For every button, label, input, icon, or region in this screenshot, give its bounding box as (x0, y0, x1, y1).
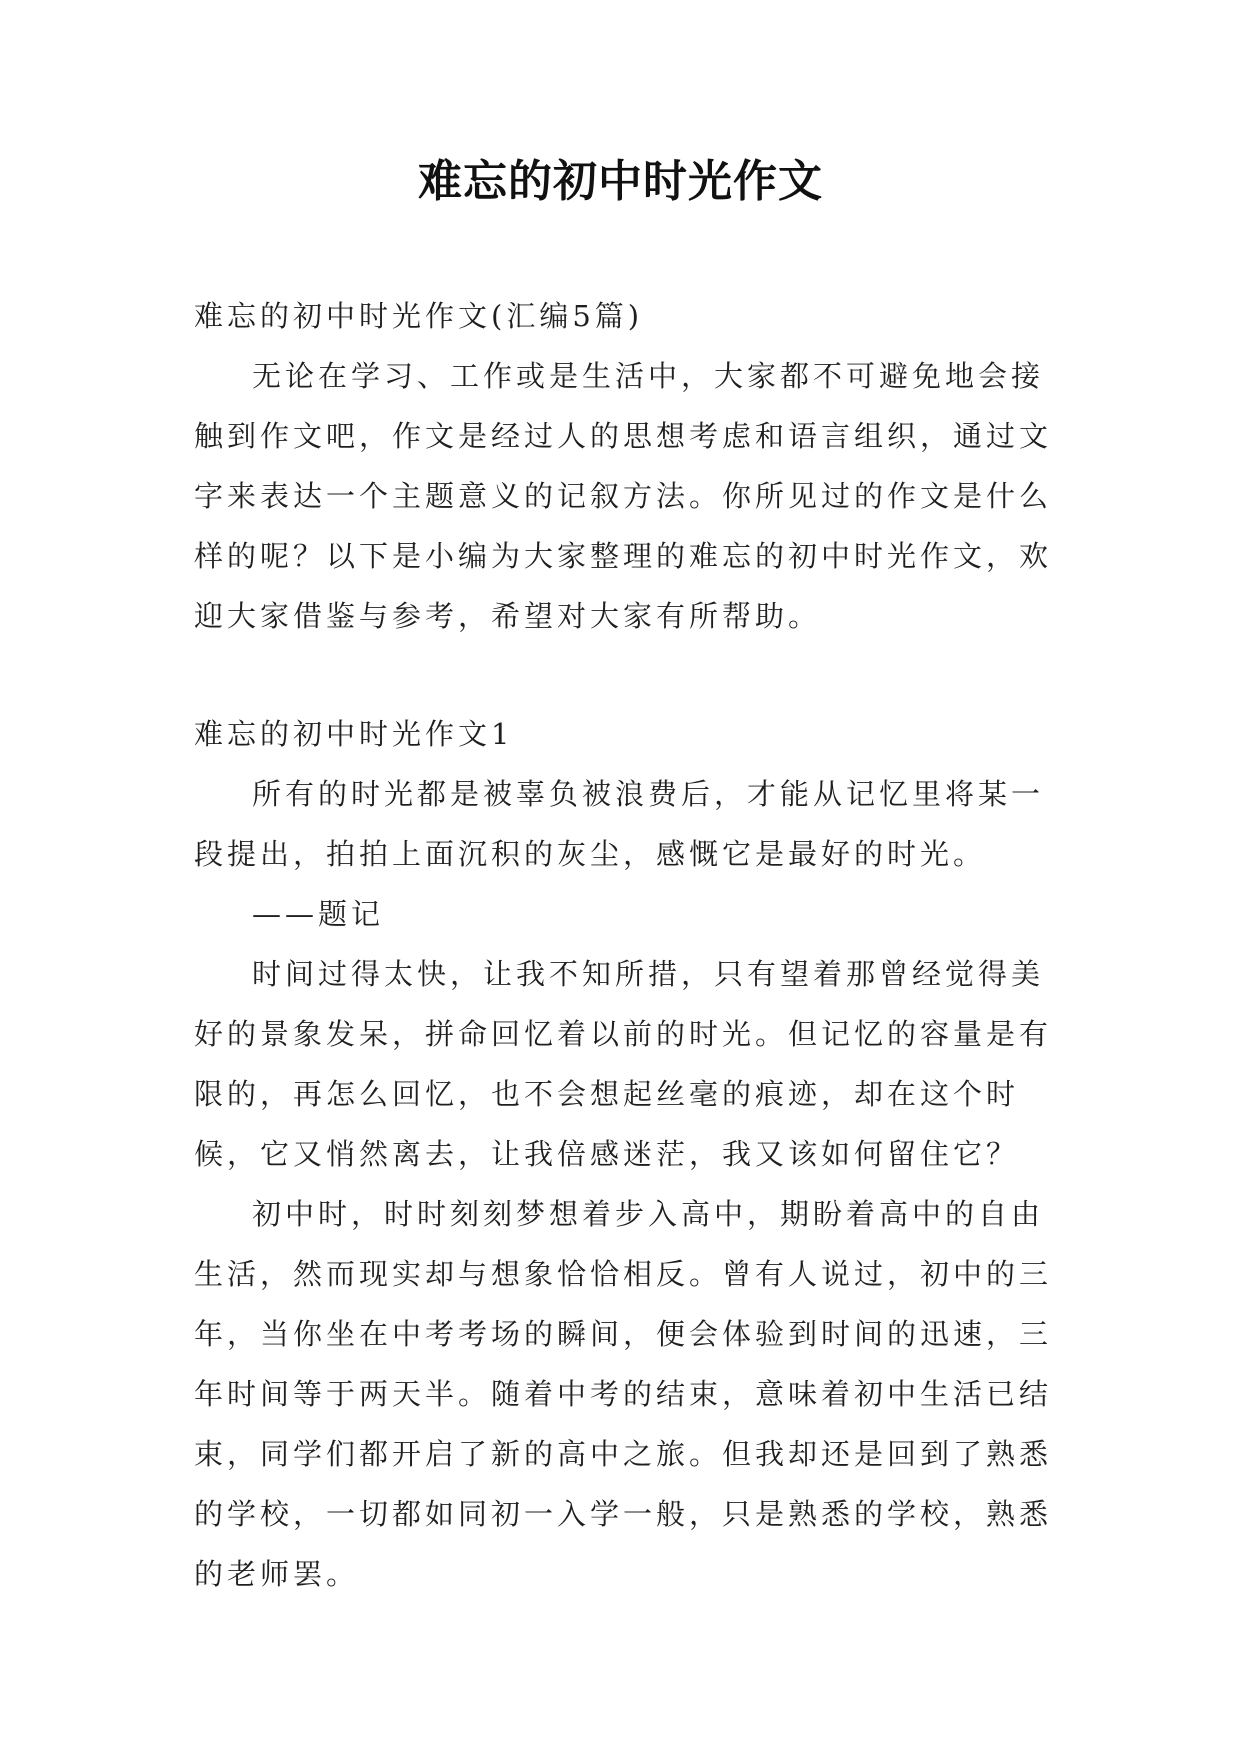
body-paragraph: 初中时，时时刻刻梦想着步入高中，期盼着高中的自由生活，然而现实却与想象恰恰相反。曾有人说过，初中的三年，当你坐在中考考场的瞬间，便会体验到时间的迅速，三年时间等于两天半。随着中考的结束，意味着初中生活已结束，同学们都开启了新的高中之旅。但我却还是回到了熟悉的学校，一切都如同初一入学一般，只是熟悉的学校，熟悉的老师罢。 (194, 1197, 1053, 1591)
document-title: 难忘的初中时光作文 (418, 156, 823, 207)
section-spacer (194, 646, 1060, 704)
epigraph-attribution: ——题记 (252, 897, 385, 931)
body-paragraph: 所有的时光都是被辜负被浪费后，才能从记忆里将某一段提出，拍拍上面沉积的灰尘，感慨它是最好的时光。 (194, 777, 1045, 871)
section-heading: 难忘的初中时光作文1 (194, 717, 514, 751)
intro-paragraph: 无论在学习、工作或是生活中，大家都不可避免地会接触到作文吧，作文是经过人的思想考虑和语言组织，通过文字来表达一个主题意义的记叙方法。你所见过的作文是什么样的呢？以下是小编为大家整理的难忘的初中时光作文，欢迎大家借鉴与参考，希望对大家有所帮助。 (194, 359, 1053, 633)
document-body (194, 286, 1060, 1604)
body-paragraph: 时间过得太快，让我不知所措，只有望着那曾经觉得美好的景象发呆，拼命回忆着以前的时光。但记忆的容量是有限的，再怎么回忆，也不会想起丝毫的痕迹，却在这个时候，它又悄然离去，让我倍感迷茫，我又该如何留住它？ (194, 957, 1053, 1171)
collection-subtitle: 难忘的初中时光作文(汇编5篇) (194, 299, 644, 333)
